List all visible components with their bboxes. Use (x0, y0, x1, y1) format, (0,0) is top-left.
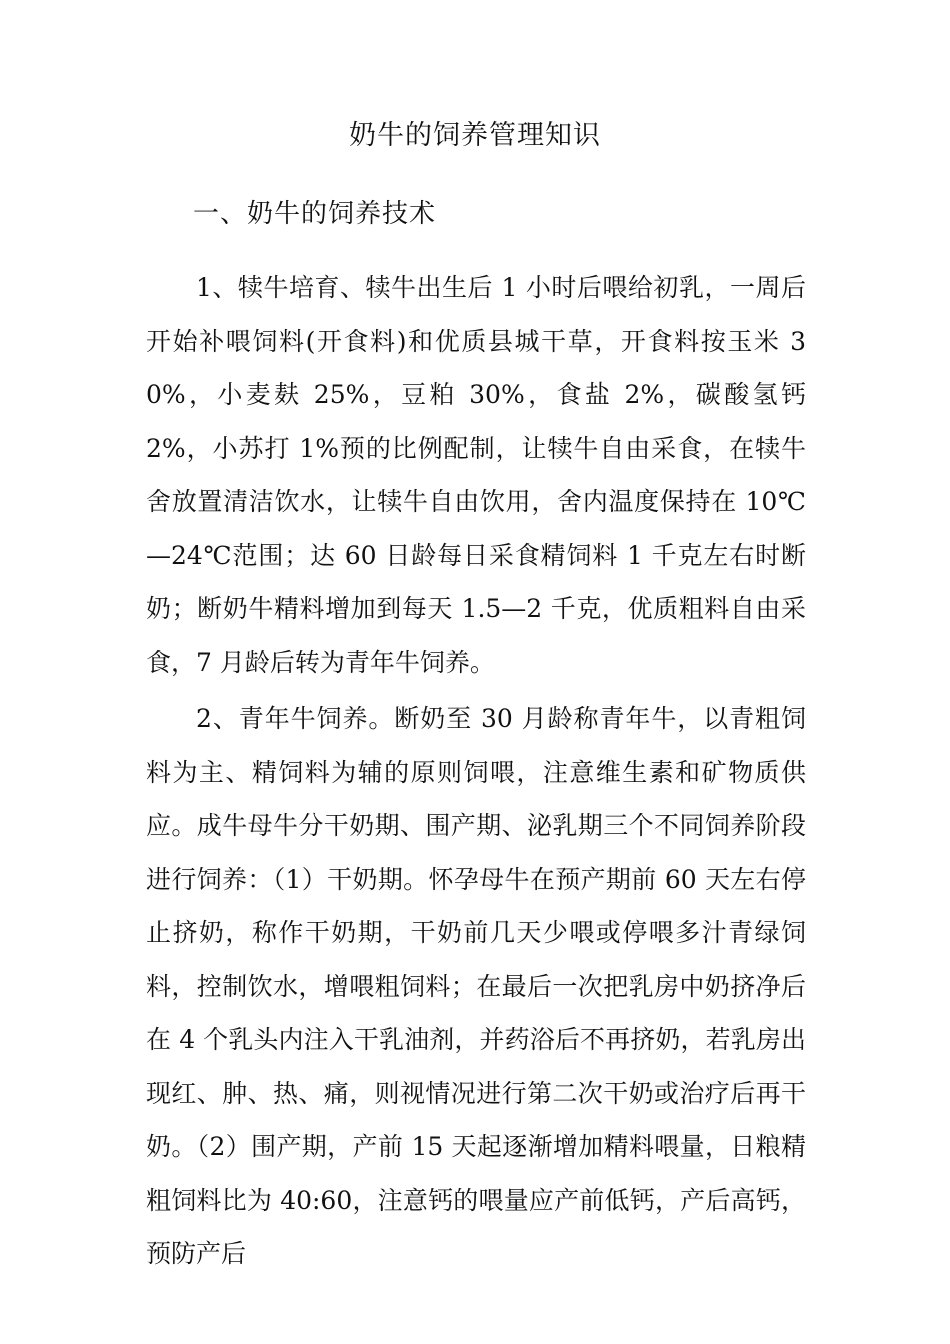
paragraph-calf-rearing: 1、犊牛培育、犊牛出生后 1 小时后喂给初乳，一周后开始补喂饲料(开食料)和优质县城干草，开食料按玉米 30%，小麦麸 25%，豆粕 30%，食盐 2%，碳酸氢钙 2%，小苏打 1%预的比例配制，让犊牛自由采食，在犊牛舍放置清洁饮水，让犊牛自由饮用，舍内温度保持在 10℃—24℃范围；达 60 日龄每日采食精饲料 1 千克左右时断奶；断奶牛精料增加到每天 1.5—2 千克，优质粗料自由采食，7 月龄后转为青年牛饲养。 (146, 273, 806, 677)
section-heading: 一、奶牛的饲养技术 (193, 199, 437, 229)
document-title: 奶牛的饲养管理知识 (349, 120, 601, 151)
paragraph-heifer-feeding: 2、青年牛饲养。断奶至 30 月龄称青年牛，以青粗饲料为主、精饲料为辅的原则饲喂，注意维生素和矿物质供应。成牛母牛分干奶期、围产期、泌乳期三个不同饲养阶段进行饲养：（1）干奶期。怀孕母牛在预产期前 60 天左右停止挤奶，称作干奶期，干奶前几天少喂或停喂多汁青绿饲料，控制饮水，增喂粗饲料；在最后一次把乳房中奶挤净后在 4 个乳头内注入干乳油剂，并药浴后不再挤奶，若乳房出现红、肿、热、痛，则视情况进行第二次干奶或治疗后再干奶。（2）围产期，产前 15 天起逐渐增加精料喂量，日粮精粗饲料比为 40:60，注意钙的喂量应产前低钙，产后高钙，预防产后 (146, 704, 806, 1268)
